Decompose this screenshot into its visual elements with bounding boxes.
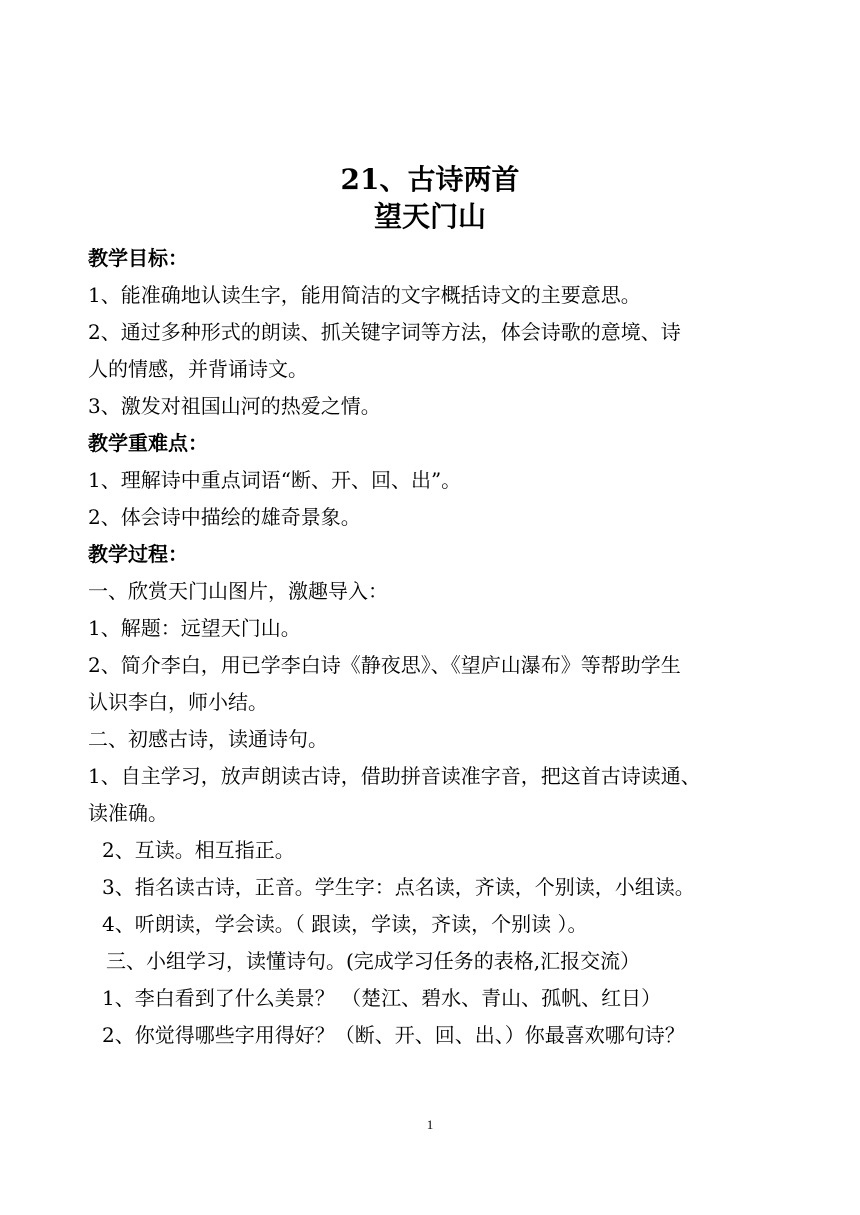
goal-line: 2、通过多种形式的朗读、抓关键字词等方法，体会诗歌的意境、诗 [88,320,681,344]
process-line: 1、解题：远望天门山。 [88,616,301,640]
document-body [88,240,778,1054]
process-line: 一、欣赏天门山图片，激趣导入： [88,579,388,603]
process-line: 2、互读。相互指正。 [102,838,295,862]
process-line: 4、听朗读，学会读。（ 跟读，学读，齐读，个别读 ）。 [102,912,588,936]
section-heading-process: 教学过程： [88,542,188,566]
page-number: 1 [426,1117,434,1132]
process-line: 二、初感古诗，读通诗句。 [88,727,328,751]
section-heading-keypoints: 教学重难点： [88,431,208,455]
process-line: 认识李白，师小结。 [88,690,268,714]
document-title: 21、古诗两首 [340,163,520,196]
goal-line: 3、激发对祖国山河的热爱之情。 [88,394,381,418]
keypoint-line: 1、理解诗中重点词语“断、开、回、出”。 [88,468,462,492]
keypoint-line: 2、体会诗中描绘的雄奇景象。 [88,505,361,529]
process-line: 2、简介李白，用已学李白诗《静夜思》、《望庐山瀑布》等帮助学生 [88,653,681,677]
process-line: 1、李白看到了什么美景？ （楚江、碧水、青山、孤帆、红日） [102,986,662,1010]
process-line: 2、你觉得哪些字用得好？（断、开、回、出、）你最喜欢哪句诗？ [102,1023,685,1047]
section-heading-goals: 教学目标： [88,246,188,270]
goal-line: 1、能准确地认读生字，能用简洁的文字概括诗文的主要意思。 [88,283,641,307]
poem-title: 望天门山 [373,200,486,233]
process-line: 1、自主学习，放声朗读古诗，借助拼音读准字音，把这首古诗读通、 [88,764,701,788]
process-line: 3、指名读古诗，正音。学生字：点名读，齐读，个别读，小组读。 [102,875,695,899]
process-line: 读准确。 [88,801,168,825]
process-line: 三、小组学习，读懂诗句。(完成学习任务的表格,汇报交流） [106,949,641,973]
goal-line: 人的情感，并背诵诗文。 [88,357,308,381]
